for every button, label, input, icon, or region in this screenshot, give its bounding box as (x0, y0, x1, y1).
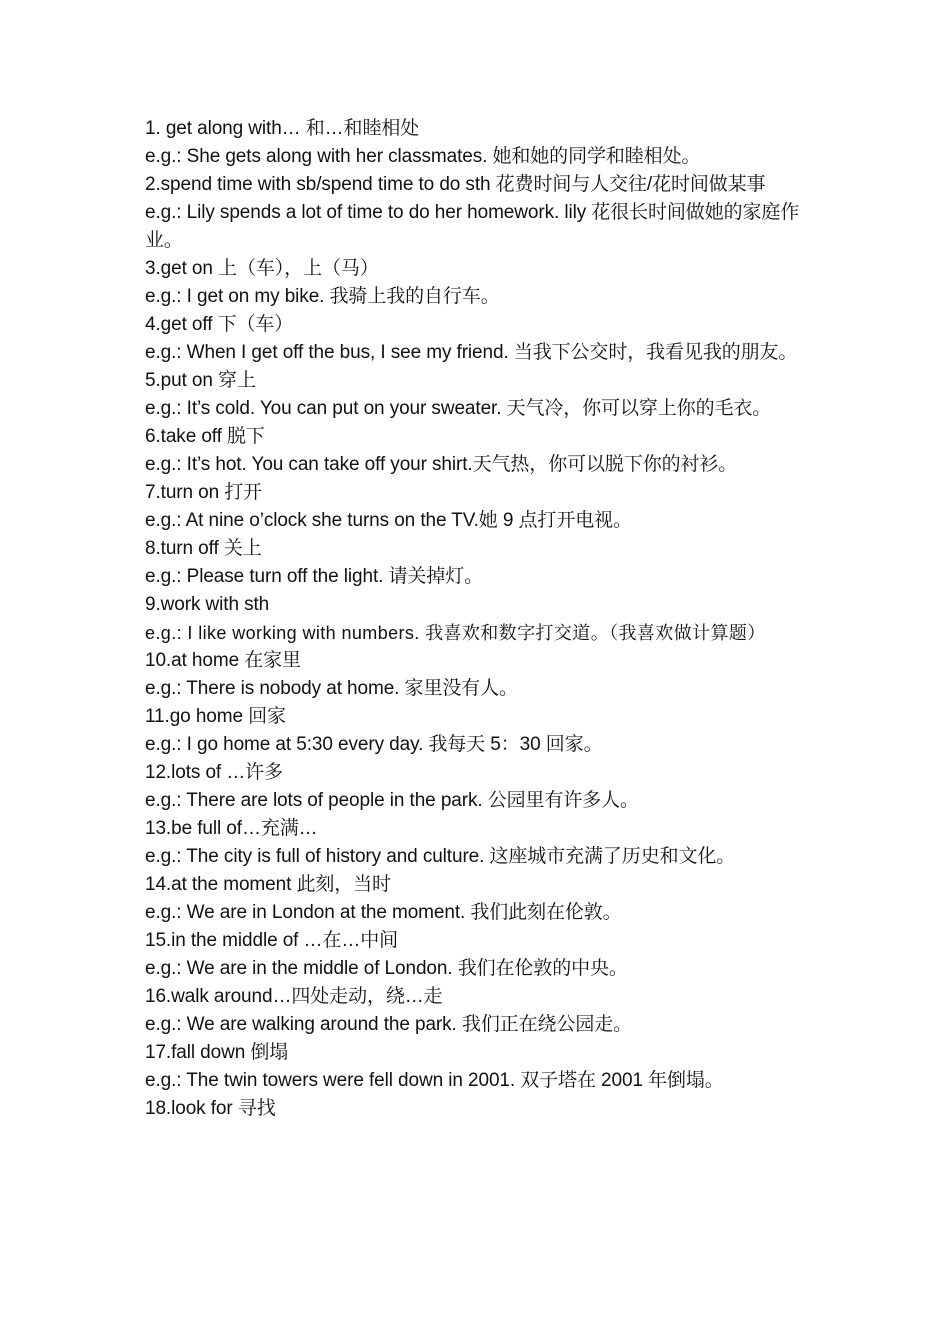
phrase-line: 3.get on 上（车），上（马） (145, 258, 379, 279)
phrase-line: 9.work with sth (145, 594, 270, 615)
example-line: e.g.: The twin towers were fell down in 2001. 双子塔在 2001 年倒塌。 (145, 1070, 724, 1091)
phrase-line: 10.at home 在家里 (145, 650, 301, 671)
phrase-line: 7.turn on 打开 (145, 482, 263, 503)
phrase-line: 8.turn off 关上 (145, 538, 262, 559)
example-line: e.g.: Lily spends a lot of time to do her homework. lily 花很长时间做她的家庭作业。 (145, 202, 800, 251)
example-line: e.g.: We are walking around the park. 我们正在绕公园走。 (145, 1014, 633, 1035)
phrase-line: 15.in the middle of …在…中间 (145, 930, 399, 951)
example-line: e.g.: It’s hot. You can take off your shirt.天气热，你可以脱下你的衬衫。 (145, 454, 738, 475)
phrase-line: 2.spend time with sb/spend time to do sth 花费时间与人交往/花时间做某事 (145, 174, 766, 195)
example-line: e.g.: I get on my bike. 我骑上我的自行车。 (145, 286, 500, 307)
phrase-line: 6.take off 脱下 (145, 426, 265, 447)
phrase-line: 13.be full of…充满… (145, 818, 318, 839)
phrase-line: 16.walk around…四处走动，绕…走 (145, 986, 443, 1007)
phrase-line: 1. get along with… 和…和睦相处 (145, 118, 420, 139)
example-line: e.g.: We are in London at the moment. 我们此刻在伦敦。 (145, 902, 622, 923)
phrase-line: 5.put on 穿上 (145, 370, 256, 391)
example-line: e.g.: When I get off the bus, I see my friend. 当我下公交时，我看见我的朋友。 (145, 342, 798, 363)
example-line: e.g.: At nine o’clock she turns on the TV.她 9 点打开电视。 (145, 510, 632, 531)
example-line: e.g.: We are in the middle of London. 我们在伦敦的中央。 (145, 958, 628, 979)
example-line: e.g.: It’s cold. You can put on your sweater. 天气冷，你可以穿上你的毛衣。 (145, 398, 772, 419)
phrase-line: 11.go home 回家 (145, 706, 286, 727)
example-line: e.g.: There is nobody at home. 家里没有人。 (145, 678, 518, 699)
example-line: e.g.: The city is full of history and culture. 这座城市充满了历史和文化。 (145, 846, 736, 867)
phrase-line: 18.look for 寻找 (145, 1098, 276, 1119)
example-line: e.g.: I go home at 5:30 every day. 我每天 5：30 回家。 (145, 734, 603, 755)
example-line: e.g.: Please turn off the light. 请关掉灯。 (145, 566, 484, 587)
phrase-line: 4.get off 下（车） (145, 314, 294, 335)
example-line: e.g.: There are lots of people in the park. 公园里有许多人。 (145, 790, 639, 811)
phrase-line: 17.fall down 倒塌 (145, 1042, 289, 1063)
example-line: e.g.: She gets along with her classmates. 她和她的同学和睦相处。 (145, 146, 701, 167)
example-line: e.g.: I like working with numbers. 我喜欢和数字打交道。（我喜欢做计算题） (145, 623, 766, 643)
phrase-line: 12.lots of …许多 (145, 762, 283, 783)
phrase-list (145, 115, 809, 1123)
phrase-line: 14.at the moment 此刻，当时 (145, 874, 391, 895)
